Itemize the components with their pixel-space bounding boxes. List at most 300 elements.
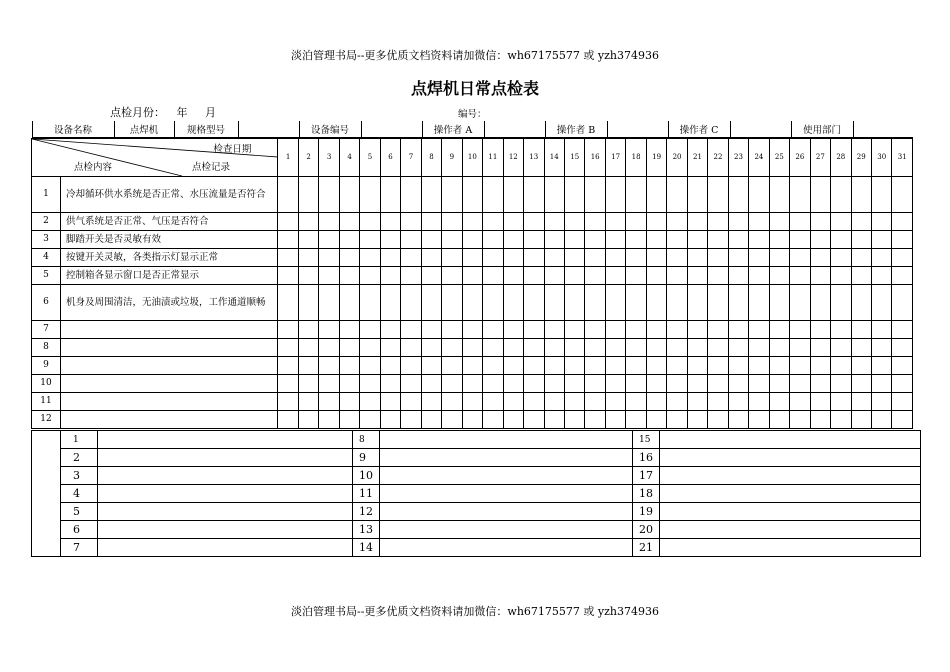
check-cell[interactable] — [851, 212, 871, 230]
check-cell[interactable] — [667, 338, 687, 356]
check-cell[interactable] — [421, 338, 441, 356]
check-cell[interactable] — [687, 320, 707, 338]
check-cell[interactable] — [319, 248, 339, 266]
check-cell[interactable] — [544, 248, 564, 266]
check-cell[interactable] — [892, 266, 913, 284]
check-cell[interactable] — [851, 392, 871, 410]
check-cell[interactable] — [421, 374, 441, 392]
check-cell[interactable] — [872, 230, 892, 248]
check-cell[interactable] — [524, 356, 544, 374]
check-cell[interactable] — [728, 374, 748, 392]
check-cell[interactable] — [585, 410, 605, 428]
check-cell[interactable] — [605, 248, 625, 266]
check-cell[interactable] — [442, 176, 462, 212]
check-cell[interactable] — [360, 338, 380, 356]
check-cell[interactable] — [585, 374, 605, 392]
check-cell[interactable] — [339, 320, 359, 338]
check-cell[interactable] — [360, 248, 380, 266]
check-cell[interactable] — [462, 248, 482, 266]
check-cell[interactable] — [708, 284, 728, 320]
check-cell[interactable] — [749, 410, 769, 428]
check-cell[interactable] — [626, 410, 646, 428]
check-cell[interactable] — [667, 230, 687, 248]
check-cell[interactable] — [585, 392, 605, 410]
signature-field[interactable] — [660, 521, 921, 539]
check-cell[interactable] — [749, 392, 769, 410]
check-cell[interactable] — [667, 356, 687, 374]
check-cell[interactable] — [524, 230, 544, 248]
check-cell[interactable] — [360, 230, 380, 248]
check-cell[interactable] — [851, 374, 871, 392]
check-cell[interactable] — [605, 230, 625, 248]
check-cell[interactable] — [564, 410, 584, 428]
check-cell[interactable] — [421, 284, 441, 320]
check-cell[interactable] — [646, 392, 666, 410]
check-cell[interactable] — [667, 410, 687, 428]
check-cell[interactable] — [831, 410, 851, 428]
check-cell[interactable] — [790, 338, 810, 356]
check-cell[interactable] — [564, 374, 584, 392]
signature-field[interactable] — [380, 539, 633, 557]
check-cell[interactable] — [278, 410, 298, 428]
check-cell[interactable] — [728, 356, 748, 374]
check-cell[interactable] — [278, 212, 298, 230]
check-cell[interactable] — [892, 284, 913, 320]
check-cell[interactable] — [831, 176, 851, 212]
check-cell[interactable] — [524, 392, 544, 410]
check-cell[interactable] — [483, 212, 503, 230]
check-cell[interactable] — [626, 266, 646, 284]
check-cell[interactable] — [401, 410, 421, 428]
check-cell[interactable] — [503, 320, 523, 338]
check-cell[interactable] — [728, 392, 748, 410]
check-cell[interactable] — [421, 266, 441, 284]
check-cell[interactable] — [524, 248, 544, 266]
operator-b-field[interactable] — [607, 121, 668, 138]
check-cell[interactable] — [442, 212, 462, 230]
check-cell[interactable] — [605, 212, 625, 230]
check-cell[interactable] — [708, 410, 728, 428]
check-cell[interactable] — [892, 356, 913, 374]
check-cell[interactable] — [892, 410, 913, 428]
check-cell[interactable] — [503, 374, 523, 392]
check-cell[interactable] — [872, 410, 892, 428]
check-cell[interactable] — [442, 410, 462, 428]
check-cell[interactable] — [626, 356, 646, 374]
check-cell[interactable] — [728, 230, 748, 248]
check-cell[interactable] — [298, 410, 318, 428]
check-cell[interactable] — [483, 248, 503, 266]
check-cell[interactable] — [851, 248, 871, 266]
check-cell[interactable] — [380, 176, 400, 212]
check-cell[interactable] — [687, 176, 707, 212]
check-cell[interactable] — [790, 230, 810, 248]
check-cell[interactable] — [401, 230, 421, 248]
check-cell[interactable] — [524, 338, 544, 356]
check-cell[interactable] — [544, 320, 564, 338]
equipment-number-field[interactable] — [361, 121, 422, 138]
check-cell[interactable] — [319, 266, 339, 284]
check-cell[interactable] — [892, 392, 913, 410]
check-cell[interactable] — [831, 338, 851, 356]
check-cell[interactable] — [667, 320, 687, 338]
signature-field[interactable] — [380, 431, 633, 449]
check-cell[interactable] — [769, 248, 789, 266]
check-cell[interactable] — [544, 410, 564, 428]
check-cell[interactable] — [831, 320, 851, 338]
check-cell[interactable] — [380, 410, 400, 428]
check-cell[interactable] — [564, 356, 584, 374]
check-cell[interactable] — [503, 176, 523, 212]
check-cell[interactable] — [298, 392, 318, 410]
check-cell[interactable] — [503, 356, 523, 374]
check-cell[interactable] — [687, 248, 707, 266]
check-cell[interactable] — [380, 266, 400, 284]
signature-field[interactable] — [660, 431, 921, 449]
check-cell[interactable] — [462, 266, 482, 284]
check-cell[interactable] — [319, 374, 339, 392]
check-cell[interactable] — [646, 320, 666, 338]
check-cell[interactable] — [278, 392, 298, 410]
signature-field[interactable] — [380, 485, 633, 503]
check-cell[interactable] — [708, 230, 728, 248]
check-cell[interactable] — [626, 176, 646, 212]
check-cell[interactable] — [462, 356, 482, 374]
check-cell[interactable] — [339, 212, 359, 230]
check-cell[interactable] — [401, 266, 421, 284]
check-cell[interactable] — [646, 266, 666, 284]
check-cell[interactable] — [790, 248, 810, 266]
check-cell[interactable] — [728, 338, 748, 356]
check-cell[interactable] — [769, 176, 789, 212]
check-cell[interactable] — [564, 230, 584, 248]
check-cell[interactable] — [810, 356, 830, 374]
check-cell[interactable] — [851, 338, 871, 356]
check-cell[interactable] — [749, 338, 769, 356]
check-cell[interactable] — [605, 392, 625, 410]
check-cell[interactable] — [851, 356, 871, 374]
check-cell[interactable] — [687, 266, 707, 284]
check-cell[interactable] — [503, 392, 523, 410]
check-cell[interactable] — [605, 176, 625, 212]
signature-field[interactable] — [380, 503, 633, 521]
check-cell[interactable] — [810, 410, 830, 428]
check-cell[interactable] — [872, 176, 892, 212]
check-cell[interactable] — [544, 374, 564, 392]
check-cell[interactable] — [462, 176, 482, 212]
check-cell[interactable] — [544, 392, 564, 410]
check-cell[interactable] — [790, 284, 810, 320]
check-cell[interactable] — [360, 374, 380, 392]
check-cell[interactable] — [564, 338, 584, 356]
check-cell[interactable] — [421, 320, 441, 338]
check-cell[interactable] — [483, 176, 503, 212]
check-cell[interactable] — [483, 356, 503, 374]
check-cell[interactable] — [892, 248, 913, 266]
check-cell[interactable] — [626, 284, 646, 320]
check-cell[interactable] — [605, 410, 625, 428]
check-cell[interactable] — [749, 248, 769, 266]
check-cell[interactable] — [339, 374, 359, 392]
check-cell[interactable] — [892, 320, 913, 338]
check-cell[interactable] — [278, 284, 298, 320]
check-cell[interactable] — [728, 212, 748, 230]
check-cell[interactable] — [708, 248, 728, 266]
check-cell[interactable] — [503, 230, 523, 248]
signature-field[interactable] — [98, 485, 353, 503]
check-cell[interactable] — [544, 284, 564, 320]
check-cell[interactable] — [278, 230, 298, 248]
check-cell[interactable] — [564, 392, 584, 410]
check-cell[interactable] — [339, 356, 359, 374]
check-cell[interactable] — [626, 338, 646, 356]
check-cell[interactable] — [585, 356, 605, 374]
signature-field[interactable] — [660, 467, 921, 485]
check-cell[interactable] — [646, 176, 666, 212]
check-cell[interactable] — [605, 284, 625, 320]
check-cell[interactable] — [401, 284, 421, 320]
check-cell[interactable] — [728, 320, 748, 338]
check-cell[interactable] — [319, 392, 339, 410]
check-cell[interactable] — [524, 212, 544, 230]
check-cell[interactable] — [769, 266, 789, 284]
check-cell[interactable] — [339, 392, 359, 410]
check-cell[interactable] — [585, 320, 605, 338]
check-cell[interactable] — [708, 374, 728, 392]
check-cell[interactable] — [380, 338, 400, 356]
check-cell[interactable] — [319, 338, 339, 356]
check-cell[interactable] — [687, 230, 707, 248]
check-cell[interactable] — [708, 338, 728, 356]
check-cell[interactable] — [749, 266, 769, 284]
check-cell[interactable] — [421, 356, 441, 374]
check-cell[interactable] — [605, 338, 625, 356]
check-cell[interactable] — [339, 338, 359, 356]
check-cell[interactable] — [708, 320, 728, 338]
check-cell[interactable] — [831, 248, 851, 266]
check-cell[interactable] — [892, 230, 913, 248]
check-cell[interactable] — [442, 320, 462, 338]
check-cell[interactable] — [421, 176, 441, 212]
check-cell[interactable] — [687, 410, 707, 428]
check-cell[interactable] — [831, 284, 851, 320]
check-cell[interactable] — [749, 212, 769, 230]
signature-field[interactable] — [380, 467, 633, 485]
check-cell[interactable] — [769, 338, 789, 356]
check-cell[interactable] — [360, 356, 380, 374]
check-cell[interactable] — [605, 320, 625, 338]
check-cell[interactable] — [687, 284, 707, 320]
signature-field[interactable] — [380, 449, 633, 467]
check-cell[interactable] — [319, 230, 339, 248]
check-cell[interactable] — [769, 212, 789, 230]
check-cell[interactable] — [851, 230, 871, 248]
check-cell[interactable] — [483, 266, 503, 284]
check-cell[interactable] — [687, 374, 707, 392]
check-cell[interactable] — [708, 266, 728, 284]
check-cell[interactable] — [687, 338, 707, 356]
check-cell[interactable] — [421, 392, 441, 410]
check-cell[interactable] — [892, 374, 913, 392]
check-cell[interactable] — [872, 248, 892, 266]
check-cell[interactable] — [749, 284, 769, 320]
check-cell[interactable] — [585, 212, 605, 230]
check-cell[interactable] — [442, 230, 462, 248]
check-cell[interactable] — [544, 356, 564, 374]
check-cell[interactable] — [667, 374, 687, 392]
check-cell[interactable] — [646, 212, 666, 230]
check-cell[interactable] — [810, 284, 830, 320]
check-cell[interactable] — [298, 230, 318, 248]
check-cell[interactable] — [851, 320, 871, 338]
check-cell[interactable] — [687, 356, 707, 374]
check-cell[interactable] — [564, 212, 584, 230]
check-cell[interactable] — [360, 266, 380, 284]
check-cell[interactable] — [749, 356, 769, 374]
check-cell[interactable] — [544, 212, 564, 230]
check-cell[interactable] — [298, 338, 318, 356]
check-cell[interactable] — [687, 212, 707, 230]
check-cell[interactable] — [298, 266, 318, 284]
check-cell[interactable] — [483, 338, 503, 356]
signature-field[interactable] — [98, 503, 353, 521]
check-cell[interactable] — [564, 248, 584, 266]
signature-field[interactable] — [660, 503, 921, 521]
check-cell[interactable] — [298, 212, 318, 230]
check-cell[interactable] — [442, 338, 462, 356]
check-cell[interactable] — [503, 410, 523, 428]
check-cell[interactable] — [401, 392, 421, 410]
check-cell[interactable] — [872, 374, 892, 392]
check-cell[interactable] — [769, 374, 789, 392]
check-cell[interactable] — [278, 356, 298, 374]
signature-field[interactable] — [98, 449, 353, 467]
check-cell[interactable] — [401, 248, 421, 266]
check-cell[interactable] — [380, 374, 400, 392]
check-cell[interactable] — [380, 230, 400, 248]
check-cell[interactable] — [462, 338, 482, 356]
check-cell[interactable] — [585, 176, 605, 212]
check-cell[interactable] — [544, 266, 564, 284]
check-cell[interactable] — [810, 392, 830, 410]
check-cell[interactable] — [360, 392, 380, 410]
check-cell[interactable] — [544, 176, 564, 212]
check-cell[interactable] — [339, 176, 359, 212]
check-cell[interactable] — [831, 356, 851, 374]
check-cell[interactable] — [769, 230, 789, 248]
check-cell[interactable] — [769, 410, 789, 428]
check-cell[interactable] — [646, 374, 666, 392]
check-cell[interactable] — [626, 320, 646, 338]
check-cell[interactable] — [667, 248, 687, 266]
check-cell[interactable] — [564, 284, 584, 320]
check-cell[interactable] — [851, 176, 871, 212]
check-cell[interactable] — [360, 320, 380, 338]
check-cell[interactable] — [524, 176, 544, 212]
check-cell[interactable] — [339, 410, 359, 428]
check-cell[interactable] — [442, 248, 462, 266]
check-cell[interactable] — [360, 212, 380, 230]
check-cell[interactable] — [483, 284, 503, 320]
check-cell[interactable] — [790, 212, 810, 230]
check-cell[interactable] — [626, 374, 646, 392]
check-cell[interactable] — [278, 266, 298, 284]
check-cell[interactable] — [503, 248, 523, 266]
check-cell[interactable] — [442, 392, 462, 410]
check-cell[interactable] — [564, 266, 584, 284]
check-cell[interactable] — [298, 176, 318, 212]
check-cell[interactable] — [892, 338, 913, 356]
check-cell[interactable] — [749, 374, 769, 392]
check-cell[interactable] — [667, 212, 687, 230]
check-cell[interactable] — [483, 410, 503, 428]
check-cell[interactable] — [442, 284, 462, 320]
check-cell[interactable] — [872, 266, 892, 284]
check-cell[interactable] — [708, 356, 728, 374]
check-cell[interactable] — [503, 284, 523, 320]
check-cell[interactable] — [401, 212, 421, 230]
check-cell[interactable] — [524, 410, 544, 428]
check-cell[interactable] — [605, 266, 625, 284]
check-cell[interactable] — [278, 320, 298, 338]
check-cell[interactable] — [298, 284, 318, 320]
check-cell[interactable] — [380, 356, 400, 374]
check-cell[interactable] — [790, 320, 810, 338]
check-cell[interactable] — [298, 374, 318, 392]
check-cell[interactable] — [524, 320, 544, 338]
check-cell[interactable] — [626, 248, 646, 266]
check-cell[interactable] — [339, 230, 359, 248]
check-cell[interactable] — [728, 266, 748, 284]
check-cell[interactable] — [810, 176, 830, 212]
check-cell[interactable] — [585, 338, 605, 356]
check-cell[interactable] — [483, 374, 503, 392]
check-cell[interactable] — [646, 338, 666, 356]
check-cell[interactable] — [421, 212, 441, 230]
check-cell[interactable] — [769, 320, 789, 338]
check-cell[interactable] — [872, 356, 892, 374]
check-cell[interactable] — [708, 176, 728, 212]
check-cell[interactable] — [319, 284, 339, 320]
check-cell[interactable] — [462, 320, 482, 338]
check-cell[interactable] — [585, 248, 605, 266]
check-cell[interactable] — [646, 356, 666, 374]
check-cell[interactable] — [503, 212, 523, 230]
check-cell[interactable] — [380, 392, 400, 410]
check-cell[interactable] — [462, 230, 482, 248]
check-cell[interactable] — [380, 248, 400, 266]
check-cell[interactable] — [667, 284, 687, 320]
check-cell[interactable] — [605, 356, 625, 374]
check-cell[interactable] — [544, 338, 564, 356]
check-cell[interactable] — [585, 266, 605, 284]
check-cell[interactable] — [872, 392, 892, 410]
signature-field[interactable] — [98, 431, 353, 449]
check-cell[interactable] — [749, 230, 769, 248]
check-cell[interactable] — [339, 266, 359, 284]
check-cell[interactable] — [298, 356, 318, 374]
check-cell[interactable] — [790, 410, 810, 428]
operator-a-field[interactable] — [484, 121, 545, 138]
check-cell[interactable] — [831, 212, 851, 230]
department-field[interactable] — [853, 121, 913, 138]
check-cell[interactable] — [769, 284, 789, 320]
check-cell[interactable] — [339, 284, 359, 320]
check-cell[interactable] — [278, 338, 298, 356]
check-cell[interactable] — [851, 284, 871, 320]
check-cell[interactable] — [421, 248, 441, 266]
check-cell[interactable] — [646, 284, 666, 320]
